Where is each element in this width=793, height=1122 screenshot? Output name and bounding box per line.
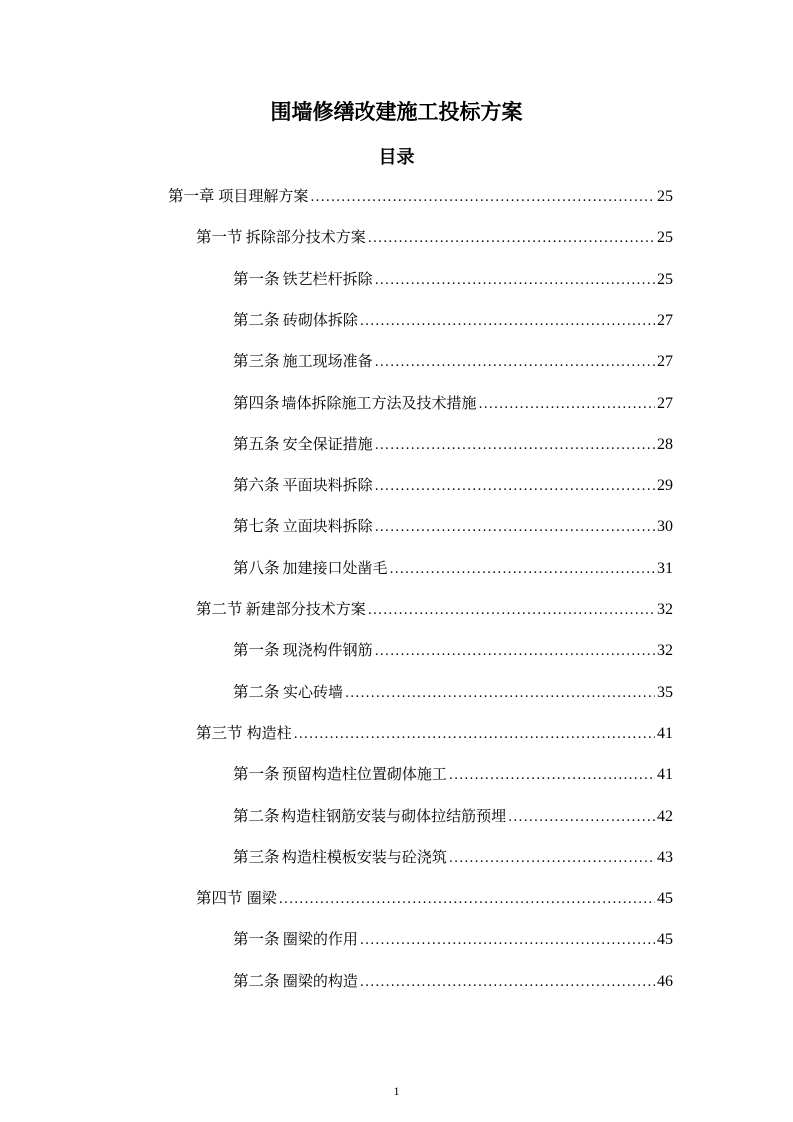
toc-dot-leader <box>368 227 655 251</box>
toc-entry[interactable] <box>233 391 673 417</box>
toc-dot-leader <box>360 929 655 953</box>
toc-entry-label: 第二条 <box>233 972 280 990</box>
toc-entry-title: 加建接口处凿毛 <box>282 559 388 577</box>
toc-entry-title: 构造柱 <box>246 724 292 742</box>
toc-entry-page: 27 <box>657 353 673 370</box>
toc-entry-label: 第三节 <box>196 724 243 742</box>
toc-dot-leader <box>375 516 655 540</box>
toc-entry-label: 第八条 <box>233 559 280 577</box>
toc-entry[interactable] <box>196 721 673 747</box>
toc-entry-label: 第一章 <box>168 187 215 205</box>
toc-entry-label: 第一节 <box>196 228 243 246</box>
toc-entry-title: 砖砌体拆除 <box>282 311 358 329</box>
toc-entry-page: 28 <box>657 436 673 453</box>
toc-entry-label: 第一条 <box>233 930 280 948</box>
page-number: 1 <box>393 1084 400 1098</box>
toc-entry-page: 45 <box>657 931 673 948</box>
toc-entry-page: 25 <box>657 229 673 246</box>
toc-entry[interactable] <box>233 638 673 664</box>
toc-entry-page: 41 <box>657 725 673 742</box>
toc-heading: 目录 <box>378 147 415 168</box>
toc-entry-title: 安全保证措施 <box>282 435 373 453</box>
toc-entry[interactable] <box>233 267 673 293</box>
toc-entry-title: 构造柱模板安装与砼浇筑 <box>281 848 447 866</box>
toc-entry[interactable] <box>233 762 673 788</box>
toc-entry-page: 43 <box>657 849 673 866</box>
toc-entry-title: 项目理解方案 <box>218 187 309 205</box>
toc-entry-label: 第二条 <box>233 311 280 329</box>
toc-entry[interactable] <box>196 597 673 623</box>
toc-entry[interactable] <box>233 927 673 953</box>
toc-entry[interactable] <box>233 804 673 830</box>
toc-dot-leader <box>360 971 655 995</box>
toc-entry-page: 46 <box>657 973 673 990</box>
toc-entry-label: 第一条 <box>233 641 280 659</box>
toc-entry-label: 第四条 <box>233 394 280 412</box>
toc-dot-leader <box>279 888 655 912</box>
toc-entry[interactable] <box>196 886 673 912</box>
toc-entry-label: 第二节 <box>196 600 243 618</box>
toc-dot-leader <box>360 310 655 334</box>
toc-entry-title: 墙体拆除施工方法及技术措施 <box>281 394 477 412</box>
toc-entry-label: 第一条 <box>233 765 280 783</box>
toc-dot-leader <box>390 558 656 582</box>
toc-entry-label: 第三条 <box>233 352 280 370</box>
toc-entry-page: 25 <box>657 188 673 205</box>
toc-entry-page: 32 <box>657 642 673 659</box>
toc-entry-title: 施工现场准备 <box>282 352 373 370</box>
toc-entry[interactable] <box>233 473 673 499</box>
toc-entry-page: 45 <box>657 890 673 907</box>
toc-dot-leader <box>375 434 655 458</box>
toc-entry-label: 第三条 <box>233 848 280 866</box>
toc-entry-page: 42 <box>657 808 673 825</box>
toc-entry-title: 拆除部分技术方案 <box>245 228 366 246</box>
toc-entry[interactable] <box>233 845 673 871</box>
toc-entry[interactable] <box>233 432 673 458</box>
toc-entry-title: 实心砖墙 <box>282 683 343 701</box>
toc-entry-title: 圈梁的构造 <box>282 972 358 990</box>
toc-entry[interactable] <box>233 308 673 334</box>
toc-dot-leader <box>375 351 655 375</box>
toc-entry-page: 25 <box>657 271 673 288</box>
toc-entry-title: 构造柱钢筋安装与砌体拉结筋预埋 <box>281 807 507 825</box>
toc-entry-title: 新建部分技术方案 <box>245 600 366 618</box>
toc-dot-leader <box>375 475 655 499</box>
toc-entry-page: 32 <box>657 601 673 618</box>
toc-dot-leader <box>479 393 656 417</box>
toc-entry[interactable] <box>233 680 673 706</box>
toc-entry-title: 圈梁的作用 <box>282 930 358 948</box>
toc-entry-title: 平面块料拆除 <box>282 476 373 494</box>
toc-entry-label: 第二条 <box>233 683 280 701</box>
toc-entry[interactable] <box>233 556 673 582</box>
toc-dot-leader <box>294 723 655 747</box>
toc-entry-title: 现浇构件钢筋 <box>282 641 373 659</box>
toc-dot-leader <box>368 599 655 623</box>
toc-entry-label: 第二条 <box>233 807 280 825</box>
toc-dot-leader <box>345 682 655 706</box>
toc-entry[interactable] <box>233 514 673 540</box>
toc-entry-page: 35 <box>657 684 673 701</box>
document-title: 围墙修缮改建施工投标方案 <box>270 100 523 124</box>
toc-entry-page: 41 <box>657 766 673 783</box>
toc-dot-leader <box>375 640 655 664</box>
toc-entry-label: 第四节 <box>196 889 243 907</box>
toc-entry[interactable] <box>168 184 673 210</box>
toc-entry-page: 27 <box>657 312 673 329</box>
toc-entry[interactable] <box>196 225 673 251</box>
toc-entry-label: 第一条 <box>233 270 280 288</box>
toc-dot-leader <box>449 847 655 871</box>
toc-entry-title: 铁艺栏杆拆除 <box>282 270 373 288</box>
toc-dot-leader <box>508 806 655 830</box>
toc-entry-label: 第六条 <box>233 476 280 494</box>
toc-entry-page: 29 <box>657 477 673 494</box>
toc-dot-leader <box>375 269 655 293</box>
toc-entry-label: 第五条 <box>233 435 280 453</box>
toc-entry-page: 31 <box>657 560 673 577</box>
toc-entry[interactable] <box>233 349 673 375</box>
toc-entry-page: 30 <box>657 518 673 535</box>
toc-dot-leader <box>310 186 655 210</box>
toc-entry-label: 第七条 <box>233 517 280 535</box>
toc-entry-title: 圈梁 <box>246 889 277 907</box>
toc-entry-page: 27 <box>657 395 673 412</box>
toc-entry[interactable] <box>233 969 673 995</box>
toc-entry-title: 立面块料拆除 <box>282 517 373 535</box>
toc-entry-title: 预留构造柱位置砌体施工 <box>281 765 447 783</box>
toc-dot-leader <box>449 764 655 788</box>
